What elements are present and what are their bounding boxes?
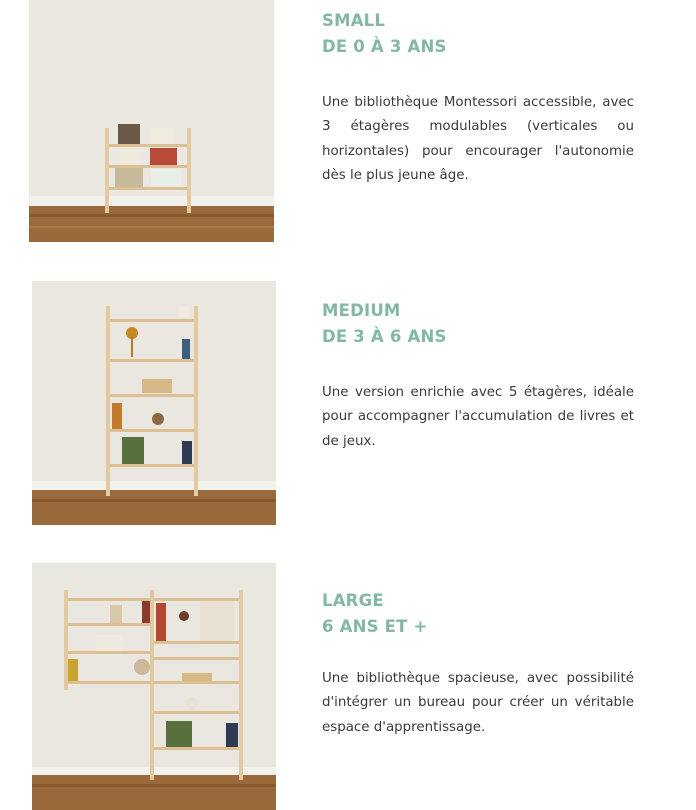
product-description: Une version enrichie avec 5 étagères, idéale pour accompagner l'accumulation de livres et de jeux. bbox=[322, 385, 634, 449]
product-small bbox=[0, 0, 696, 250]
product-size-title: SMALL bbox=[322, 11, 386, 30]
small-bookshelf-photo bbox=[29, 0, 274, 242]
product-size-title: MEDIUM bbox=[322, 301, 401, 320]
product-large-text bbox=[322, 588, 634, 740]
product-medium bbox=[0, 280, 696, 530]
product-small-text bbox=[322, 8, 634, 189]
medium-bookshelf-photo bbox=[32, 281, 276, 525]
product-description: Une bibliothèque Montessori accessible, avec 3 étagères modulables (verticales ou horizontales) pour encourager l'autonomie dès le plus jeune âge. bbox=[322, 95, 634, 184]
product-age-title: DE 3 À 6 ANS bbox=[322, 327, 447, 346]
product-description: Une bibliothèque spacieuse, avec possibilité d'intégrer un bureau pour créer un véritable espace d'apprentissage. bbox=[322, 671, 634, 735]
product-size-title: LARGE bbox=[322, 591, 384, 610]
large-bookshelf-photo bbox=[32, 563, 276, 810]
product-large bbox=[0, 563, 696, 810]
product-age-title: 6 ANS ET + bbox=[322, 617, 428, 636]
product-age-title: DE 0 À 3 ANS bbox=[322, 37, 447, 56]
product-medium-text bbox=[322, 298, 634, 454]
